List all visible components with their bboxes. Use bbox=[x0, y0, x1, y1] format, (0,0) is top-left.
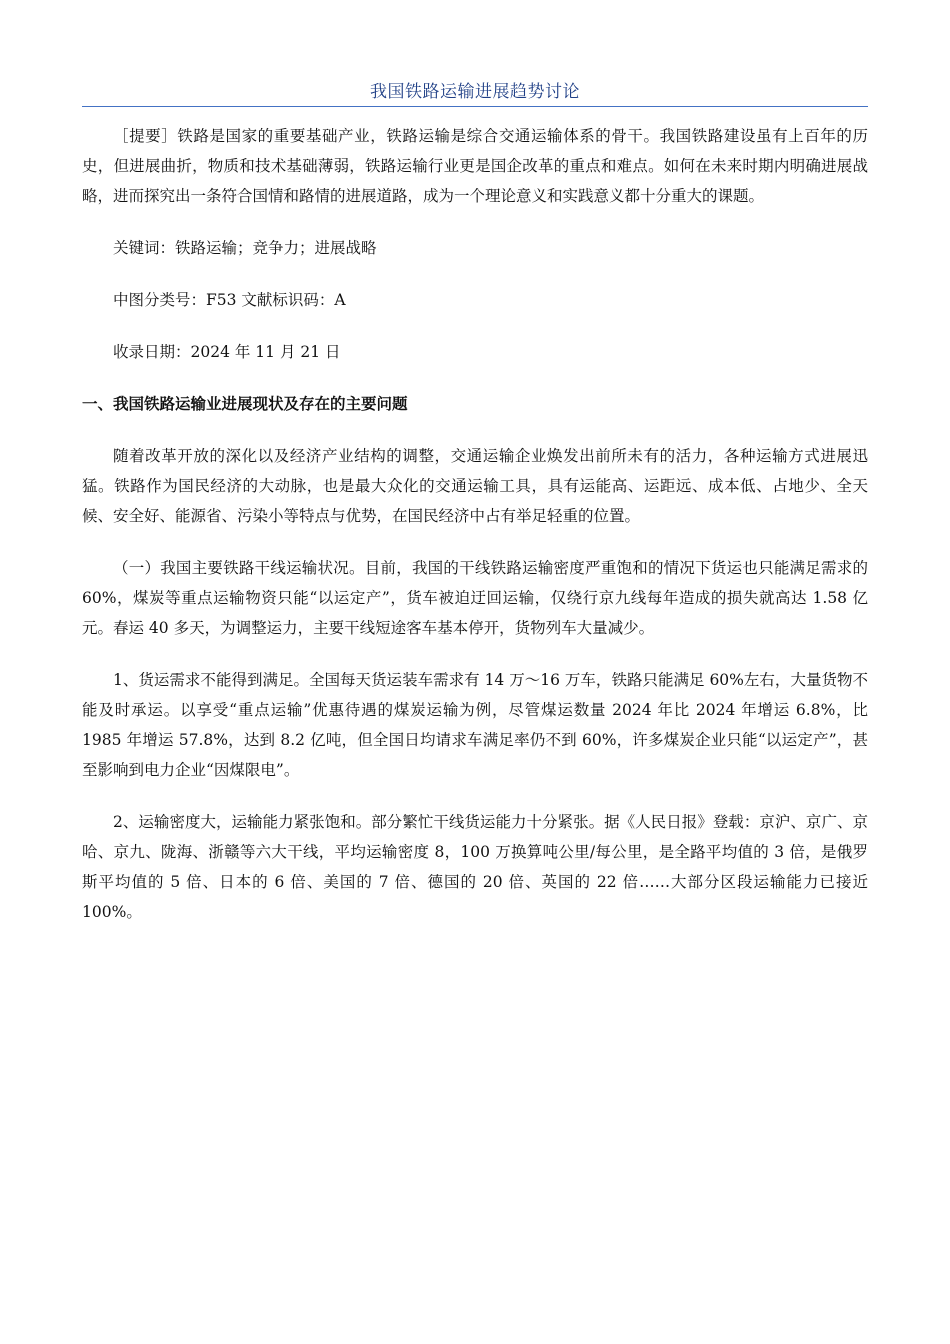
body-paragraph: （一）我国主要铁路干线运输状况。目前，我国的干线铁路运输密度严重饱和的情况下货运也只能满足需求的 60%，煤炭等重点运输物资只能“以运定产”，货车被迫迂回运输，仅绕行京九线每年造成的损失就高达 1.58 亿元。春运 40 多天，为调整运力，主要干线短途客车基本停开，货物列车大量减少。 bbox=[82, 559, 868, 637]
keywords-line: 关键词：铁路运输；竞争力；进展战略 bbox=[113, 239, 377, 257]
title-divider bbox=[82, 106, 868, 107]
body-paragraph: 随着改革开放的深化以及经济产业结构的调整，交通运输企业焕发出前所未有的活力，各种运输方式进展迅猛。铁路作为国民经济的大动脉，也是最大众化的交通运输工具，具有运能高、运距远、成本低、占地少、全天候、安全好、能源省、污染小等特点与优势，在国民经济中占有举足轻重的位置。 bbox=[82, 447, 868, 525]
abstract-paragraph: ［提要］铁路是国家的重要基础产业，铁路运输是综合交通运输体系的骨干。我国铁路建设虽有上百年的历史，但进展曲折，物质和技术基础薄弱，铁路运输行业更是国企改革的重点和难点。如何在未来时期内明确进展战略，进而探究出一条符合国情和路情的进展道路，成为一个理论意义和实践意义都十分重大的课题。 bbox=[82, 127, 868, 205]
section-heading: 一、我国铁路运输业进展现状及存在的主要问题 bbox=[82, 395, 408, 413]
classification-line: 中图分类号：F53 文献标识码：A bbox=[113, 291, 346, 309]
document-page bbox=[82, 78, 868, 949]
body-paragraph: 2、运输密度大，运输能力紧张饱和。部分繁忙干线货运能力十分紧张。据《人民日报》登载：京沪、京广、京哈、京九、陇海、浙赣等六大干线，平均运输密度 8，100 万换算吨公里/每公里，是全路平均值的 3 倍，是俄罗斯平均值的 5 倍、日本的 6 倍、美国的 7 倍、德国的 20 倍、英国的 22 倍……大部分区段运输能力已接近 100%。 bbox=[82, 813, 868, 921]
received-date-line: 收录日期：2024 年 11 月 21 日 bbox=[113, 343, 341, 361]
document-title: 我国铁路运输进展趋势讨论 bbox=[370, 82, 580, 102]
body-paragraph: 1、货运需求不能得到满足。全国每天货运装车需求有 14 万～16 万车，铁路只能满足 60%左右，大量货物不能及时承运。以享受“重点运输”优惠待遇的煤炭运输为例，尽管煤运数量 2024 年比 2024 年增运 6.8%，比 1985 年增运 57.8%，达到 8.2 亿吨，但全国日均请求车满足率仍不到 60%，许多煤炭企业只能“以运定产”，甚至影响到电力企业“因煤限电”。 bbox=[82, 671, 868, 779]
